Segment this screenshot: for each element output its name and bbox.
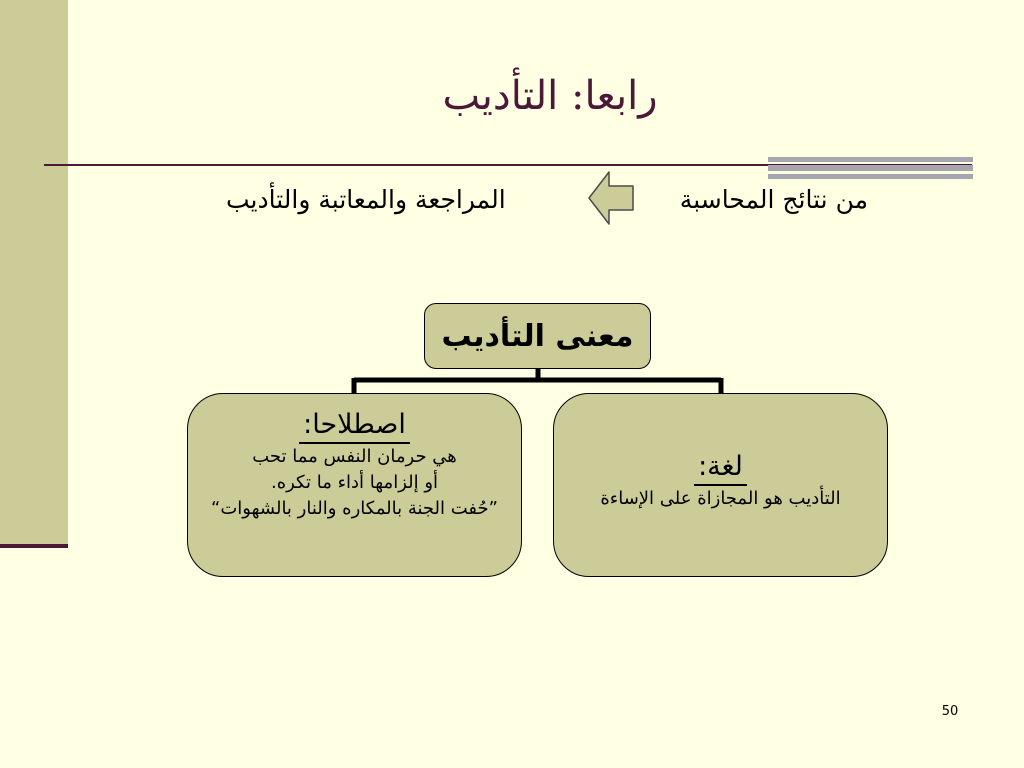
- terminology-definition-box: [187, 393, 522, 577]
- terminology-heading: اصطلاحا:: [299, 408, 410, 444]
- side-decor-line: [0, 544, 68, 548]
- terminology-line-2: أو إلزامها أداء ما تكره.: [270, 472, 439, 493]
- linguistic-definition-box: [553, 393, 888, 577]
- statement-source-text: من نتائج المحاسبة: [679, 185, 868, 214]
- terminology-line-3: ”حُفت الجنة بالمكاره والنار بالشهوات“: [211, 498, 498, 519]
- slide-title: رابعا: التأديب: [442, 73, 658, 119]
- statement-result-text: المراجعة والمعاتبة والتأديب: [226, 185, 506, 214]
- linguistic-heading: لغة:: [694, 450, 747, 486]
- page-number: 50: [941, 704, 959, 719]
- left-block-arrow-icon: [587, 170, 635, 226]
- concept-label: معنى التأديب: [441, 318, 634, 354]
- linguistic-line-1: التأديب هو المجازاة على الإساءة: [600, 488, 841, 509]
- statement-line: [220, 180, 870, 220]
- side-decor-band: [0, 0, 68, 548]
- decor-bars: [768, 157, 973, 179]
- concept-box: [424, 303, 651, 369]
- terminology-line-1: هي حرمان النفس مما تحب: [252, 446, 457, 467]
